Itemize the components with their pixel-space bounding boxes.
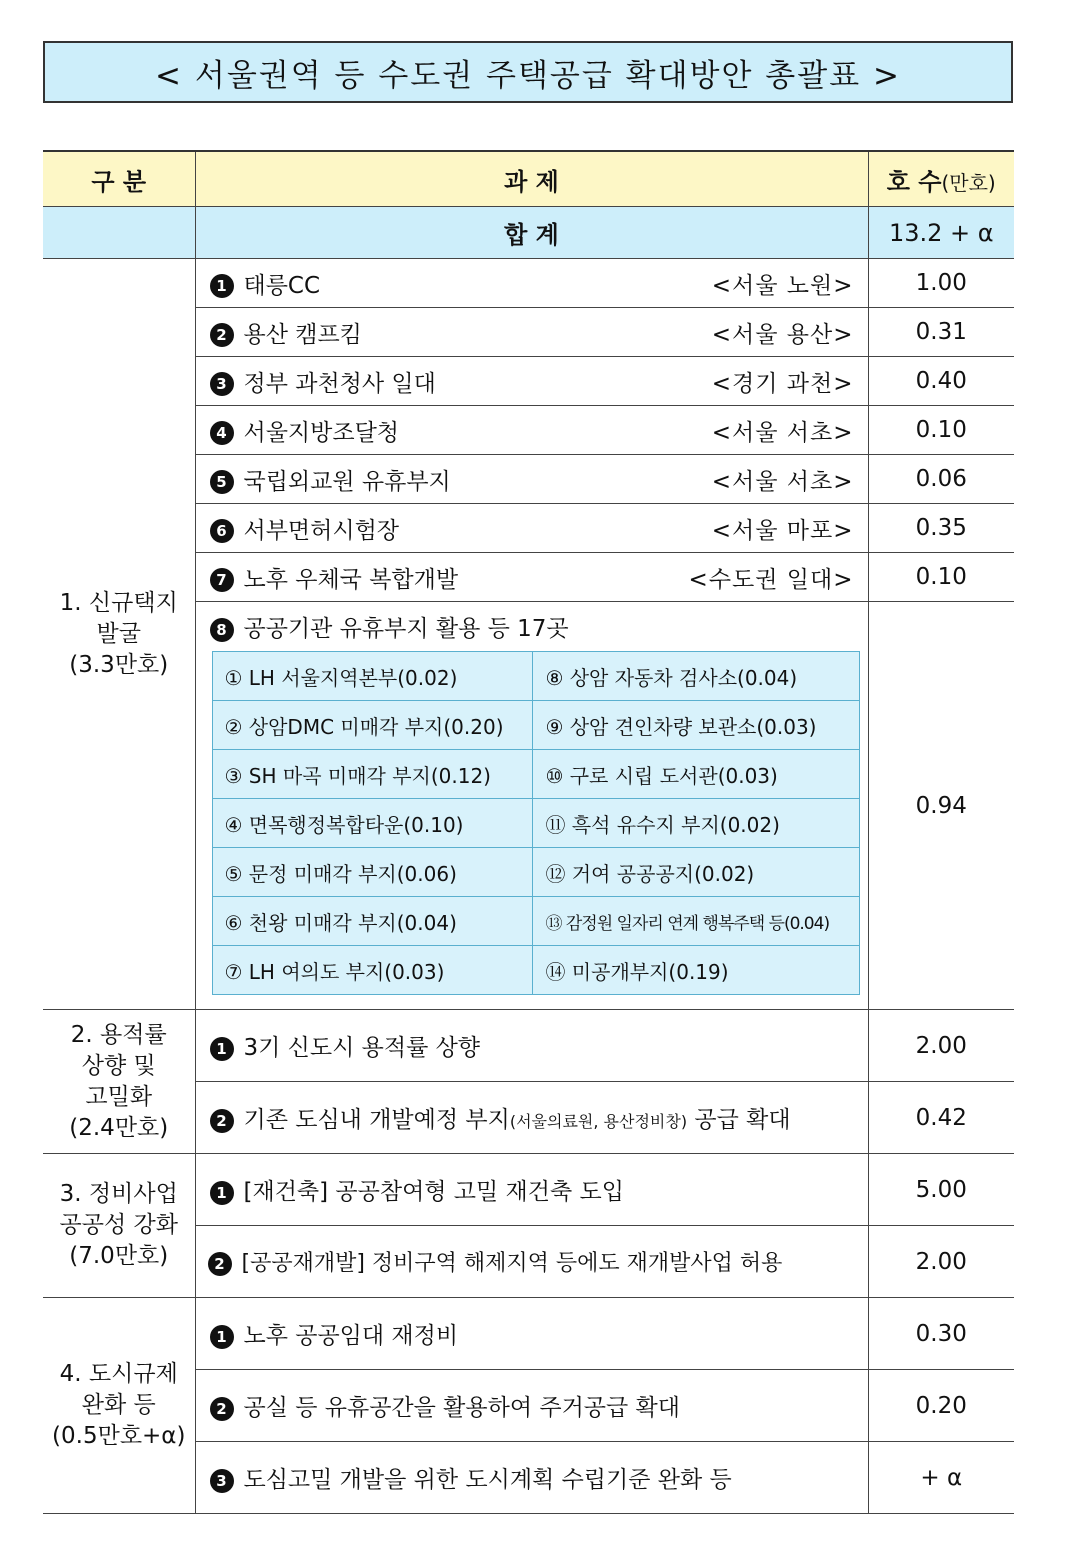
header-count: 호 수(만호) (868, 151, 1014, 207)
list-item: ⑦ LH 여의도 부지(0.03) ⑭ 미공개부지(0.19) (212, 946, 859, 995)
header-category: 구 분 (43, 151, 195, 207)
list-item: ② 상암DMC 미매각 부지(0.20) ⑨ 상암 견인차량 보관소(0.03) (212, 701, 859, 750)
page-title: < 서울권역 등 수도권 주택공급 확대방안 총괄표 > (43, 41, 1013, 103)
number-marker-icon: 4 (210, 421, 234, 445)
list-item: ⑥ 천왕 미매각 부지(0.04) ⑬ 감정원 일자리 연계 행복주택 등(0.04) (212, 897, 859, 946)
table-row: 3 정부 과천청사 일대 <경기 과천> 0.40 (43, 357, 1014, 406)
table-row: 6 서부면허시험장 <서울 마포> 0.35 (43, 504, 1014, 553)
number-marker-icon: 5 (210, 470, 234, 494)
number-marker-icon: 2 (210, 1109, 234, 1133)
table-row: 2. 용적률 상향 및 고밀화 (2.4만호) 1 3기 신도시 용적률 상향 2.00 (43, 1010, 1014, 1082)
table-row: 3 도심고밀 개발을 위한 도시계획 수립기준 완화 등 + α (43, 1442, 1014, 1514)
number-marker-icon: 1 (210, 1037, 234, 1061)
table-row: 2 용산 캠프킴 <서울 용산> 0.31 (43, 308, 1014, 357)
number-marker-icon: 1 (210, 274, 234, 298)
total-row (43, 207, 1014, 259)
number-marker-icon: 1 (210, 1325, 234, 1349)
number-marker-icon: 8 (210, 618, 234, 642)
number-marker-icon: 2 (208, 1252, 232, 1276)
list-item: ① LH 서울지역본부(0.02) ⑧ 상암 자동차 검사소(0.04) (212, 652, 859, 701)
table-header (43, 151, 1014, 207)
group-1-label: 1. 신규택지 발굴 (3.3만호) (43, 259, 195, 1010)
group-4-label: 4. 도시규제 완화 등 (0.5만호+α) (43, 1298, 195, 1514)
table-row: 7 노후 우체국 복합개발 <수도권 일대> 0.10 (43, 553, 1014, 602)
table-row: 4 서울지방조달청 <서울 서초> 0.10 (43, 406, 1014, 455)
table-row: 1. 신규택지 발굴 (3.3만호) 1 태릉CC <서울 노원> 1.00 (43, 259, 1014, 308)
table-row: 2 공실 등 유휴공간을 활용하여 주거공급 확대 0.20 (43, 1370, 1014, 1442)
header-task: 과 제 (195, 151, 868, 207)
table-row: 3. 정비사업 공공성 강화 (7.0만호) 1 [재건축] 공공참여형 고밀 재건축 도입 5.00 (43, 1154, 1014, 1226)
summary-table (43, 150, 1014, 1514)
list-item: ⑤ 문정 미매각 부지(0.06) ⑫ 거여 공공공지(0.02) (212, 848, 859, 897)
group-2-label: 2. 용적률 상향 및 고밀화 (2.4만호) (43, 1010, 195, 1154)
number-marker-icon: 2 (210, 323, 234, 347)
number-marker-icon: 7 (210, 568, 234, 592)
number-marker-icon: 3 (210, 1469, 234, 1493)
number-marker-icon: 6 (210, 519, 234, 543)
total-label: 합 계 (195, 207, 868, 259)
number-marker-icon: 1 (210, 1181, 234, 1205)
list-item: ③ SH 마곡 미매각 부지(0.12) ⑩ 구로 시립 도서관(0.03) (212, 750, 859, 799)
list-item: ④ 면목행정복합타운(0.10) ⑪ 흑석 유수지 부지(0.02) (212, 799, 859, 848)
table-row: 2 [공공재개발] 정비구역 해제지역 등에도 재개발사업 허용 2.00 (43, 1226, 1014, 1298)
number-marker-icon: 3 (210, 372, 234, 396)
table-row: 8 공공기관 유휴부지 활용 등 17곳 ① LH 서울지역본부(0.02) ⑧ 상암 자동차 검사소(0.04) ② 상암DMC 미매각 부지(0.20) ⑨ 상암 견인차량 보관소(0.03) ③ SH 마곡 미매각 부지(0.12) ⑩ 구로 시립 도서관(0.03) ④ 면목행정복합타운(0.10) ⑪ 흑석 유수지 부지(0.02) ⑤ 문정 미매각 부지(0.06) ⑫ 거여 공공공지(0.02) ⑥ 천왕 미매각 부지(0.04) ⑬ 감정원 일자리 연계 행복주택 등(0.04) ⑦ LH 여의도 부지(0.03) ⑭ 미공개부지(0.19) 0.94 (43, 602, 1014, 1010)
table-row: 4. 도시규제 완화 등 (0.5만호+α) 1 노후 공공임대 재정비 0.30 (43, 1298, 1014, 1370)
sub-site-list (212, 651, 860, 995)
group-3-label: 3. 정비사업 공공성 강화 (7.0만호) (43, 1154, 195, 1298)
table-row: 5 국립외교원 유휴부지 <서울 서초> 0.06 (43, 455, 1014, 504)
total-value: 13.2 + α (868, 207, 1014, 259)
table-row: 2 기존 도심내 개발예정 부지(서울의료원, 용산정비창) 공급 확대 0.42 (43, 1082, 1014, 1154)
number-marker-icon: 2 (210, 1397, 234, 1421)
